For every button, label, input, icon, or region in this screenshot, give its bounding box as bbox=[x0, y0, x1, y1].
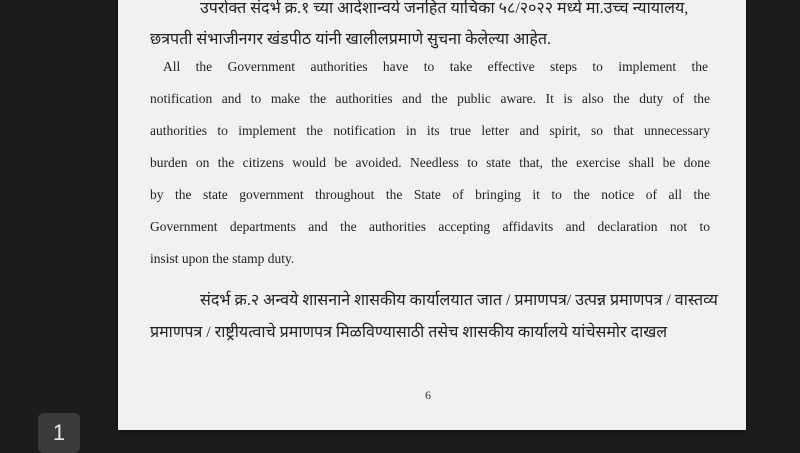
marathi-line-bottom-2: प्रमाणपत्र / राष्ट्रीयत्वाचे प्रमाणपत्र मिळविण्यासाठी तसेच शासकीय कार्यालये यांचेसमोर दाखल bbox=[150, 324, 668, 341]
marathi-line-top-1: उपरोक्त संदर्भ क्र.१ च्या आदेशान्वये जनहित याचिका ५८/२०२२ मध्ये मा.उच्च न्यायालय, bbox=[200, 0, 689, 17]
marathi-line-bottom-1: संदर्भ क्र.२ अन्वये शासनाने शासकीय कार्यालयात जात / प्रमाणपत्र/ उत्पन्न प्रमाणपत्र / वास्तव्य bbox=[200, 292, 718, 309]
page-indicator-badge[interactable]: 1 bbox=[38, 413, 80, 453]
english-line-2: notification and to make the authorities and the public aware. It is also the duty of the bbox=[150, 91, 710, 106]
english-line-4: burden on the citizens would be avoided. Needless to state that, the exercise shall be done bbox=[150, 155, 710, 170]
english-line-3: authorities to implement the notification in its true letter and spirit, so that unnecessary bbox=[150, 123, 710, 138]
english-line-6: Government departments and the authorities accepting affidavits and declaration not to bbox=[150, 219, 710, 234]
english-line-7: insist upon the stamp duty. bbox=[150, 251, 295, 266]
english-line-5: by the state government throughout the State of bringing it to the notice of all the bbox=[150, 187, 710, 202]
page-number: 6 bbox=[425, 388, 431, 402]
english-line-1: All the Government authorities have to take effective steps to implement the bbox=[163, 59, 708, 74]
marathi-line-top-2: छत्रपती संभाजीनगर खंडपीठ यांनी खालीलप्रमाणे सुचना केलेल्या आहेत. bbox=[150, 31, 551, 48]
